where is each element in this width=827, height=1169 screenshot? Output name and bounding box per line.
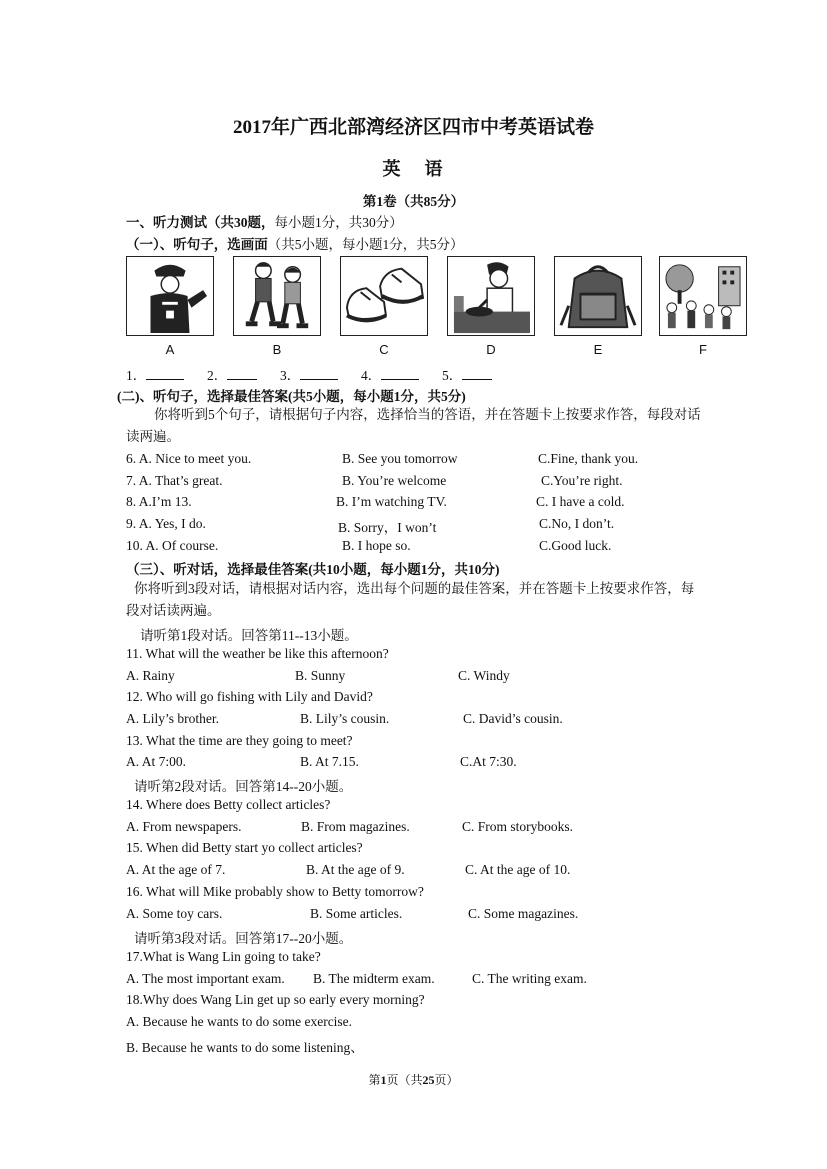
picture-a xyxy=(126,256,214,336)
backpack-icon xyxy=(555,257,641,335)
q10-option-b: B. I hope so. xyxy=(342,538,411,553)
q12-question: 12. Who will go fishing with Lily and David? xyxy=(126,689,373,704)
part2-instructions: 你将听到5个句子，请根据句子内容，选择恰当的答语，并在答题卡上按要求作答，每段对话读两遍。 xyxy=(126,407,701,444)
picture-label-f: F xyxy=(699,342,707,357)
dialogue2-instruction: 请听第2段对话。回答第14--20小题。 xyxy=(134,779,353,794)
answer-blank-1[interactable] xyxy=(146,368,184,380)
part3-heading: （三）、听对话，选择最佳答案(共10小题，每小题1分，共10分) xyxy=(126,562,500,577)
q8-option-b: B. I’m watching TV. xyxy=(336,494,447,509)
q13-option-a: A. At 7:00. xyxy=(126,754,187,769)
answer-number-1: 1． xyxy=(126,368,147,383)
q13-option-b: B. At 7.15. xyxy=(300,754,359,769)
policeman-icon xyxy=(127,257,213,335)
q9-option-c: C.No, I don’t. xyxy=(539,516,615,531)
answer-blanks-row xyxy=(126,364,492,384)
roller-skating-kids-icon xyxy=(234,257,320,335)
q14-option-a: A. From newspapers. xyxy=(126,819,242,834)
sneakers-icon xyxy=(341,257,427,335)
subject-char-1: 英 xyxy=(382,159,403,179)
q14-option-b: B. From magazines. xyxy=(301,819,410,834)
answer-number-2: 2． xyxy=(207,368,228,383)
q10-option-a: 10. A. Of course. xyxy=(126,538,219,553)
q15-option-a: A. At the age of 7. xyxy=(126,862,226,877)
answer-blank-3[interactable] xyxy=(300,368,338,380)
q17-option-c: C. The writing exam. xyxy=(472,971,587,986)
footer-pre: 第 xyxy=(368,1073,381,1087)
q13-question: 13. What the time are they going to meet? xyxy=(126,733,353,748)
q16-option-a: A. Some toy cars. xyxy=(126,906,223,921)
q12-option-c: C. David’s cousin. xyxy=(463,711,563,726)
q15-option-b: B. At the age of 9. xyxy=(306,862,405,877)
picture-f xyxy=(659,256,747,336)
answer-blank-2[interactable] xyxy=(227,368,257,380)
answer-number-5: 5． xyxy=(442,368,463,383)
answer-number-3: 3． xyxy=(280,368,301,383)
answer-number-4: 4． xyxy=(361,368,382,383)
answer-blank-5[interactable] xyxy=(462,368,492,380)
footer-page-number: 1 xyxy=(380,1073,387,1087)
q11-option-b: B. Sunny xyxy=(295,668,346,683)
picture-b xyxy=(233,256,321,336)
q9-option-a: 9. A. Yes, I do. xyxy=(126,516,206,531)
picture-label-e: E xyxy=(593,342,603,357)
footer-mid: 页（共 xyxy=(386,1073,423,1087)
picture-label-a: A xyxy=(165,342,175,357)
part3-instructions: 你将听到3段对话，请根据对话内容，选出每个问题的最佳答案，并在答题卡上按要求作答，每段对话读两遍。 xyxy=(126,581,695,618)
picture-c xyxy=(340,256,428,336)
q15-option-c: C. At the age of 10. xyxy=(465,862,571,877)
part1-heading-bold: （一）、听句子，选画面 xyxy=(126,237,268,252)
q18-question: 18.Why does Wang Lin get up so early every morning? xyxy=(126,992,425,1007)
part1-heading-rest: （共5小题，每小题1分，共5分） xyxy=(267,237,464,252)
part2-heading: (二)、听句子，选择最佳答案(共5小题，每小题1分，共5分) xyxy=(117,389,466,404)
footer-total-pages: 25 xyxy=(422,1073,435,1087)
volume-heading: 第1卷（共85分） xyxy=(362,194,465,209)
q7-option-c: C.You’re right. xyxy=(541,473,623,488)
q16-question: 16. What will Mike probably show to Betty tomorrow? xyxy=(126,884,424,899)
picture-e xyxy=(554,256,642,336)
part1-heading xyxy=(126,233,464,253)
q16-option-b: B. Some articles. xyxy=(310,906,403,921)
q16-option-c: C. Some magazines. xyxy=(468,906,579,921)
q18-option-a: A. Because he wants to do some exercise. xyxy=(126,1014,353,1029)
page-title: 2017年广西北部湾经济区四市中考英语试卷 xyxy=(232,117,594,138)
picture-label-d: D xyxy=(486,342,496,357)
q7-option-a: 7. A. That’s great. xyxy=(126,473,223,488)
section1-heading-rest: 每小题1分，共30分） xyxy=(274,215,403,230)
q13-option-c: C.At 7:30. xyxy=(460,754,517,769)
picture-d xyxy=(447,256,535,336)
q8-option-c: C. I have a cold. xyxy=(536,494,625,509)
q12-option-b: B. Lily’s cousin. xyxy=(300,711,390,726)
q15-question: 15. When did Betty start yo collect articles? xyxy=(126,840,363,855)
q9-option-b: B. Sorry，I won’t xyxy=(338,520,437,535)
section1-heading-bold: 一、听力测试（共30题， xyxy=(126,215,275,230)
q11-option-c: C. Windy xyxy=(458,668,510,683)
subject-title xyxy=(0,155,827,181)
q7-option-b: B. You’re welcome xyxy=(342,473,447,488)
boy-cooking-icon xyxy=(448,257,534,335)
dialogue1-instruction: 请听第1段对话。回答第11--13小题。 xyxy=(140,628,358,643)
q6-option-b: B. See you tomorrow xyxy=(342,451,458,466)
q11-question: 11. What will the weather be like this afternoon? xyxy=(126,646,389,661)
q17-option-a: A. The most important exam. xyxy=(126,971,285,986)
q17-option-b: B. The midterm exam. xyxy=(313,971,435,986)
q11-option-a: A. Rainy xyxy=(126,668,175,683)
section1-heading xyxy=(126,211,403,231)
q8-option-a: 8. A.I’m 13. xyxy=(126,494,192,509)
q18-option-b: B. Because he wants to do some listening、 xyxy=(126,1040,364,1055)
q6-option-c: C.Fine, thank you. xyxy=(538,451,639,466)
dialogue3-instruction: 请听第3段对话。回答第17--20小题。 xyxy=(134,931,353,946)
q14-question: 14. Where does Betty collect articles? xyxy=(126,797,331,812)
picture-label-c: C xyxy=(379,342,389,357)
q10-option-c: C.Good luck. xyxy=(539,538,612,553)
subject-char-2: 语 xyxy=(424,159,445,179)
q17-question: 17.What is Wang Lin going to take? xyxy=(126,949,321,964)
page-footer xyxy=(0,1071,827,1088)
street-scene-icon xyxy=(660,257,746,335)
q14-option-c: C. From storybooks. xyxy=(462,819,574,834)
picture-label-b: B xyxy=(272,342,282,357)
q6-option-a: 6. A. Nice to meet you. xyxy=(126,451,252,466)
q12-option-a: A. Lily’s brother. xyxy=(126,711,219,726)
footer-post: 页） xyxy=(434,1073,459,1087)
answer-blank-4[interactable] xyxy=(381,368,419,380)
